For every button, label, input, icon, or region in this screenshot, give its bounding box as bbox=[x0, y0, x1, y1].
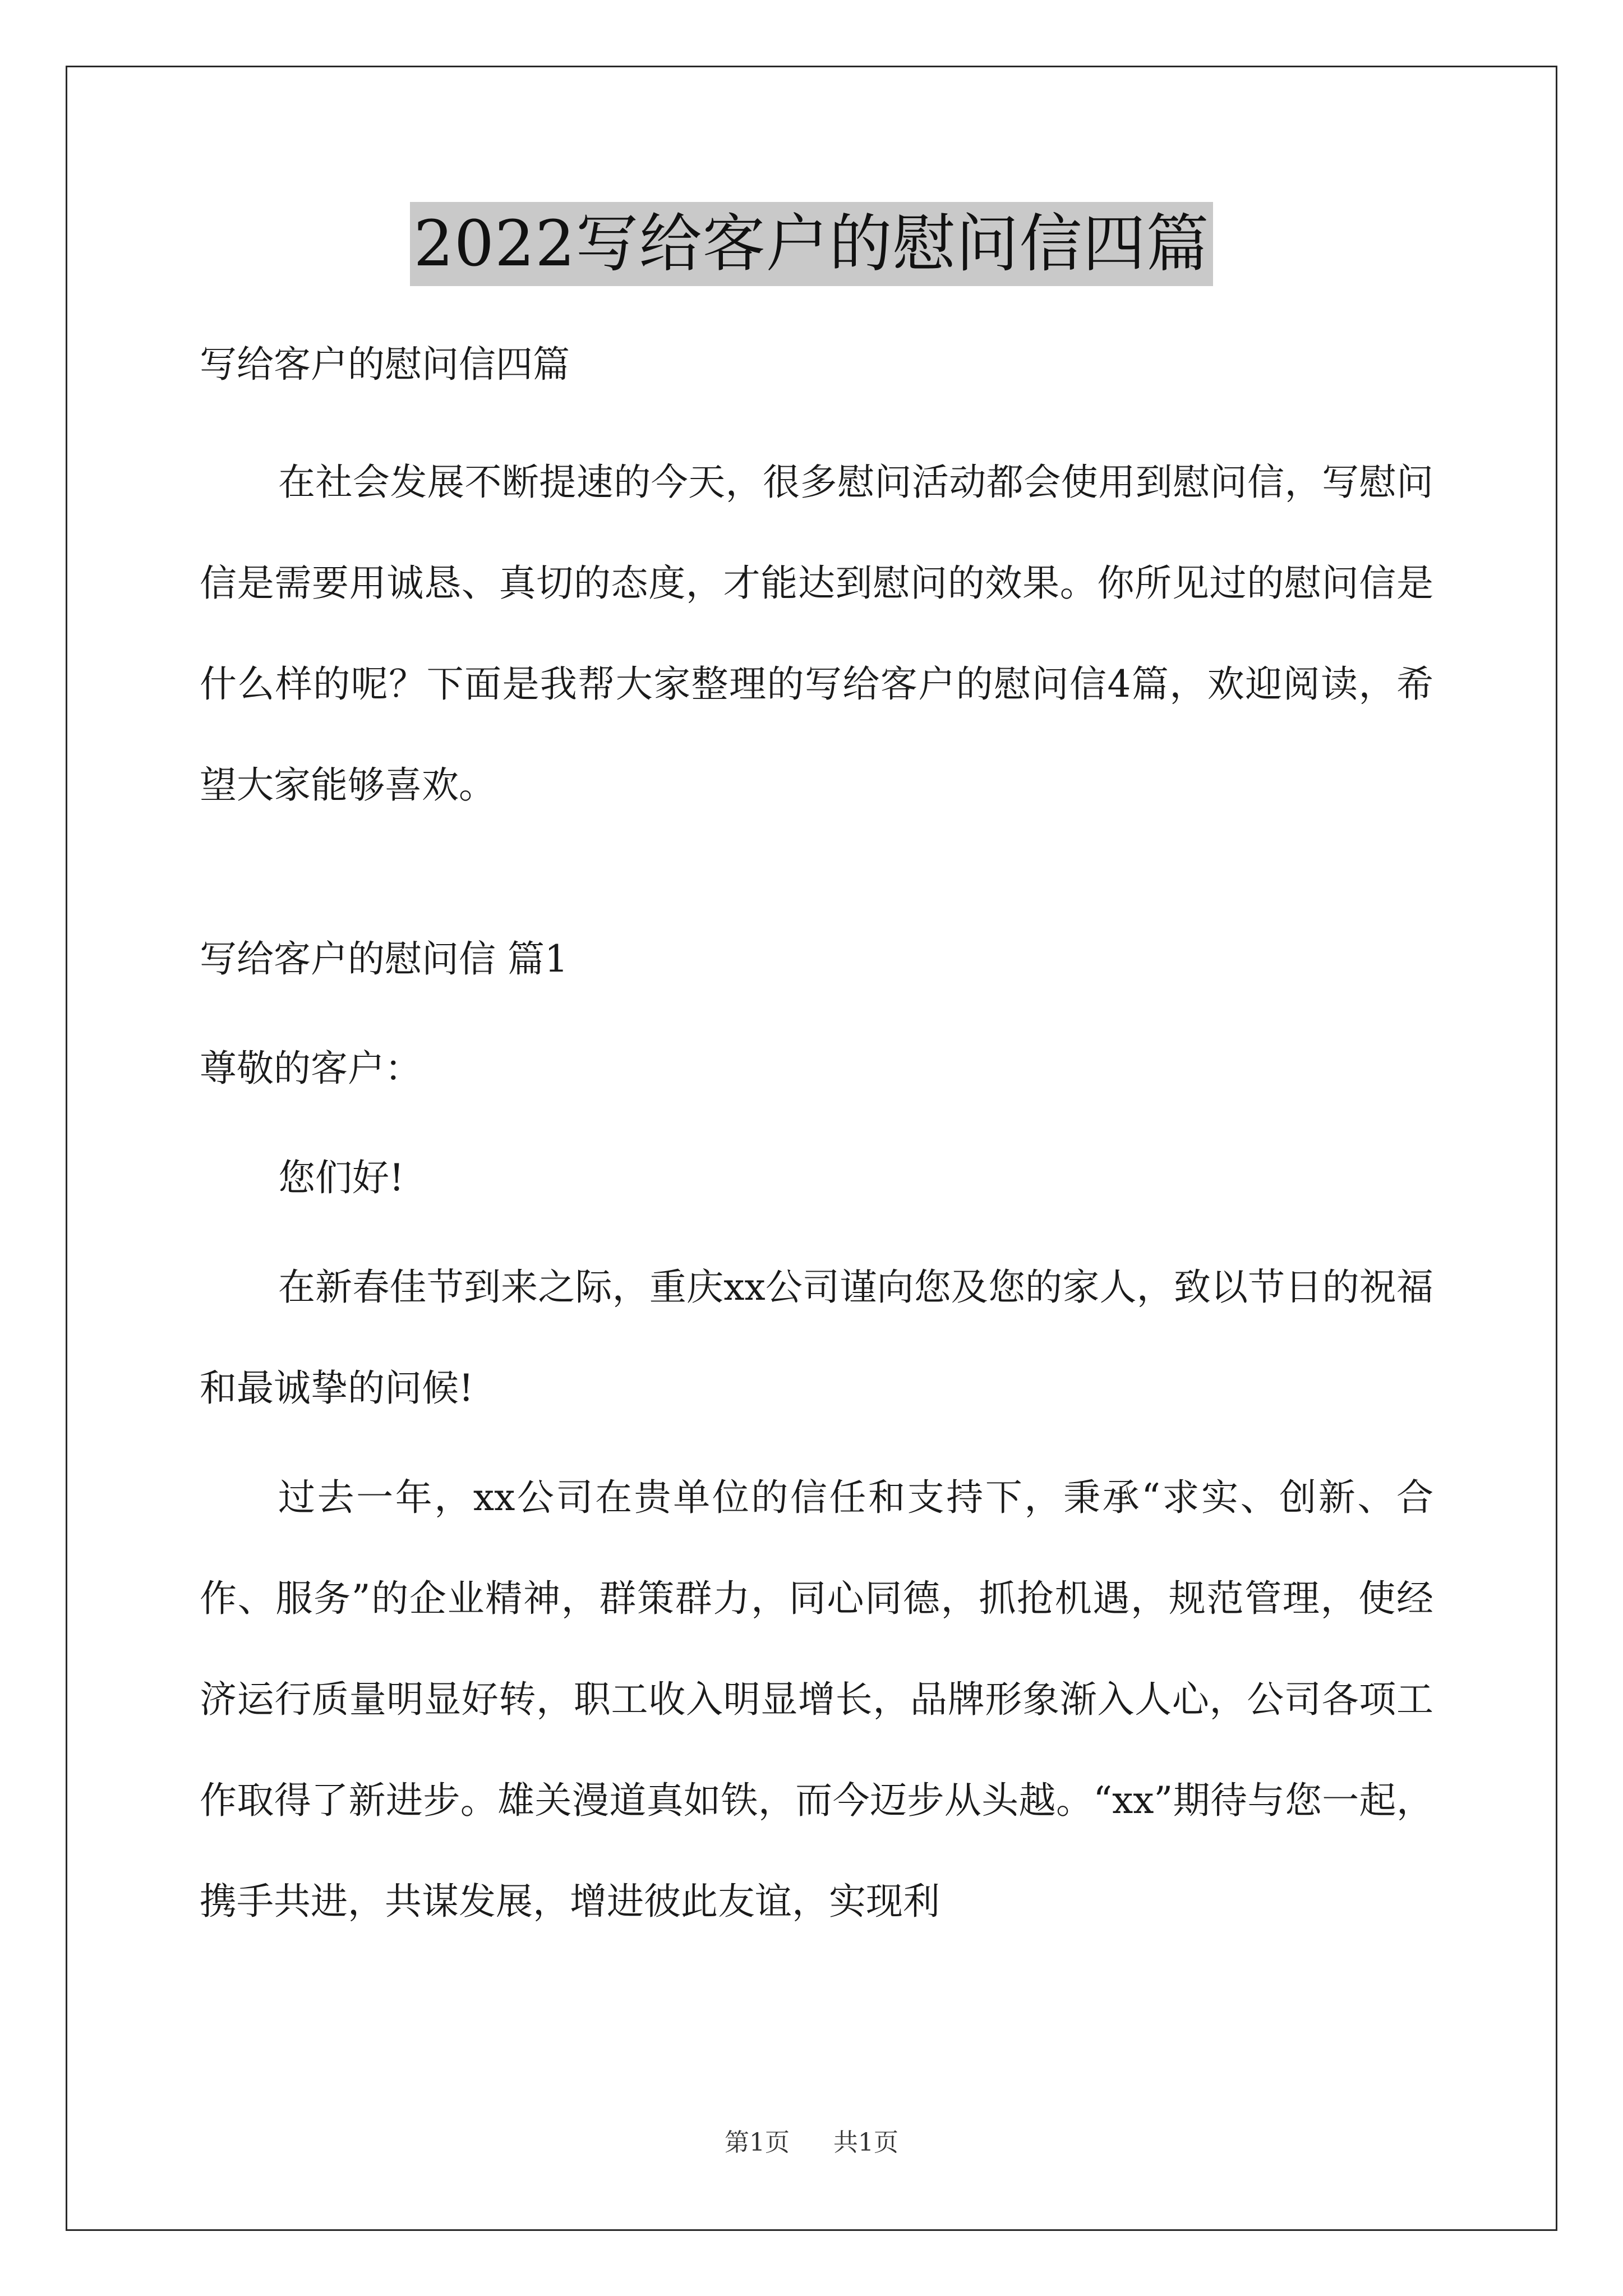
spacer bbox=[200, 415, 1433, 432]
salutation: 尊敬的客户： bbox=[200, 1047, 422, 1090]
intro-paragraph: 在社会发展不断提速的今天，很多慰问活动都会使用到慰问信，写慰问信是需要用诚恳、真切的态度，才能达到慰问的效果。你所见过的慰问信是什么样的呢？下面是我帮大家整理的写给客户的慰问信4篇，欢迎阅读，希望大家能够喜欢。 bbox=[200, 461, 1433, 807]
page-footer bbox=[0, 2126, 1623, 2160]
document-title: 2022写给客户的慰问信四篇 bbox=[410, 202, 1212, 286]
body-paragraph-2: 过去一年，xx公司在贵单位的信任和支持下，秉承“求实、创新、合作、服务”的企业精神，群策群力，同心同德，抓抢机遇，规范管理，使经济运行质量明显好转，职工收入明显增长，品牌形象渐入人心，公司各项工作取得了新进步。雄关漫道真如铁，而今迈步从头越。“xx”期待与您一起，携手共进，共谋发展，增进彼此友谊，实现利 bbox=[200, 1476, 1433, 1923]
spacer bbox=[200, 1439, 1433, 1447]
section-heading: 写给客户的慰问信 篇1 bbox=[200, 937, 568, 981]
spacer bbox=[200, 836, 1433, 909]
document-subtitle: 写给客户的慰问信四篇 bbox=[200, 343, 570, 386]
title-container bbox=[0, 202, 1623, 286]
document-body bbox=[200, 314, 1433, 1952]
greeting: 您们好! bbox=[278, 1156, 404, 1199]
page-current: 第1页 bbox=[725, 2128, 790, 2157]
spacer bbox=[200, 1228, 1433, 1237]
spacer bbox=[200, 1010, 1433, 1018]
body-paragraph-1: 在新春佳节到来之际，重庆xx公司谨向您及您的家人，致以节日的祝福和最诚挚的问候! bbox=[200, 1266, 1433, 1410]
page-total: 共1页 bbox=[833, 2128, 898, 2157]
spacer bbox=[200, 1119, 1433, 1128]
